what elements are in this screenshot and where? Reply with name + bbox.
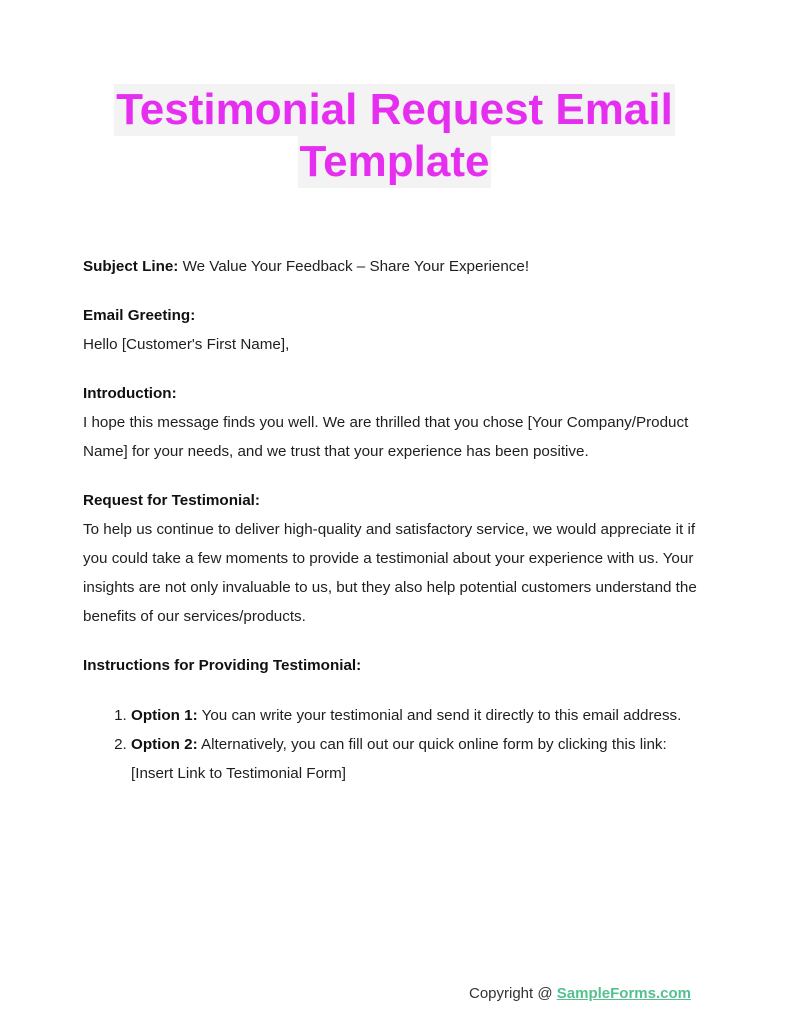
introduction-text: I hope this message finds you well. We are thrilled that you chose [Your Company/Product Name] for your needs, and we trust that your experience has been positive.	[83, 414, 689, 460]
request-label: Request for Testimonial:	[83, 492, 260, 509]
option-1-text: You can write your testimonial and send it directly to this email address.	[197, 707, 682, 724]
introduction-label: Introduction:	[83, 385, 177, 402]
options-list	[83, 701, 713, 788]
list-item	[131, 730, 713, 788]
list-item	[131, 701, 713, 730]
copyright-footer	[469, 982, 691, 1006]
instructions-label: Instructions for Providing Testimonial:	[83, 657, 362, 674]
request-section	[83, 486, 713, 631]
copyright-prefix: Copyright @	[469, 985, 557, 1002]
greeting-label: Email Greeting:	[83, 307, 196, 324]
title-line-1: Testimonial Request Email	[116, 85, 673, 134]
subject-section	[83, 252, 713, 281]
option-1-label: Option 1:	[131, 707, 198, 724]
option-2-text: Alternatively, you can fill out our quick online form by clicking this link: [Insert Link to Testimonial Form]	[131, 736, 667, 782]
greeting-text: Hello [Customer's First Name],	[83, 336, 290, 353]
instructions-section	[83, 651, 713, 788]
email-body	[83, 252, 713, 808]
request-text: To help us continue to deliver high-quality and satisfactory service, we would appreciate it if you could take a few moments to provide a testimonial about your experience with us. Your insights are not only invaluable to us, but they also help potential customers understand the benefits of our services/products.	[83, 521, 697, 625]
brand-link[interactable]: SampleForms.com	[556, 985, 691, 1002]
document-title	[0, 84, 789, 188]
greeting-section	[83, 301, 713, 359]
subject-text: We Value Your Feedback – Share Your Experience!	[178, 258, 530, 275]
introduction-section	[83, 379, 713, 466]
subject-label: Subject Line:	[83, 258, 179, 275]
title-line-2: Template	[299, 137, 490, 186]
option-2-label: Option 2:	[131, 736, 198, 753]
